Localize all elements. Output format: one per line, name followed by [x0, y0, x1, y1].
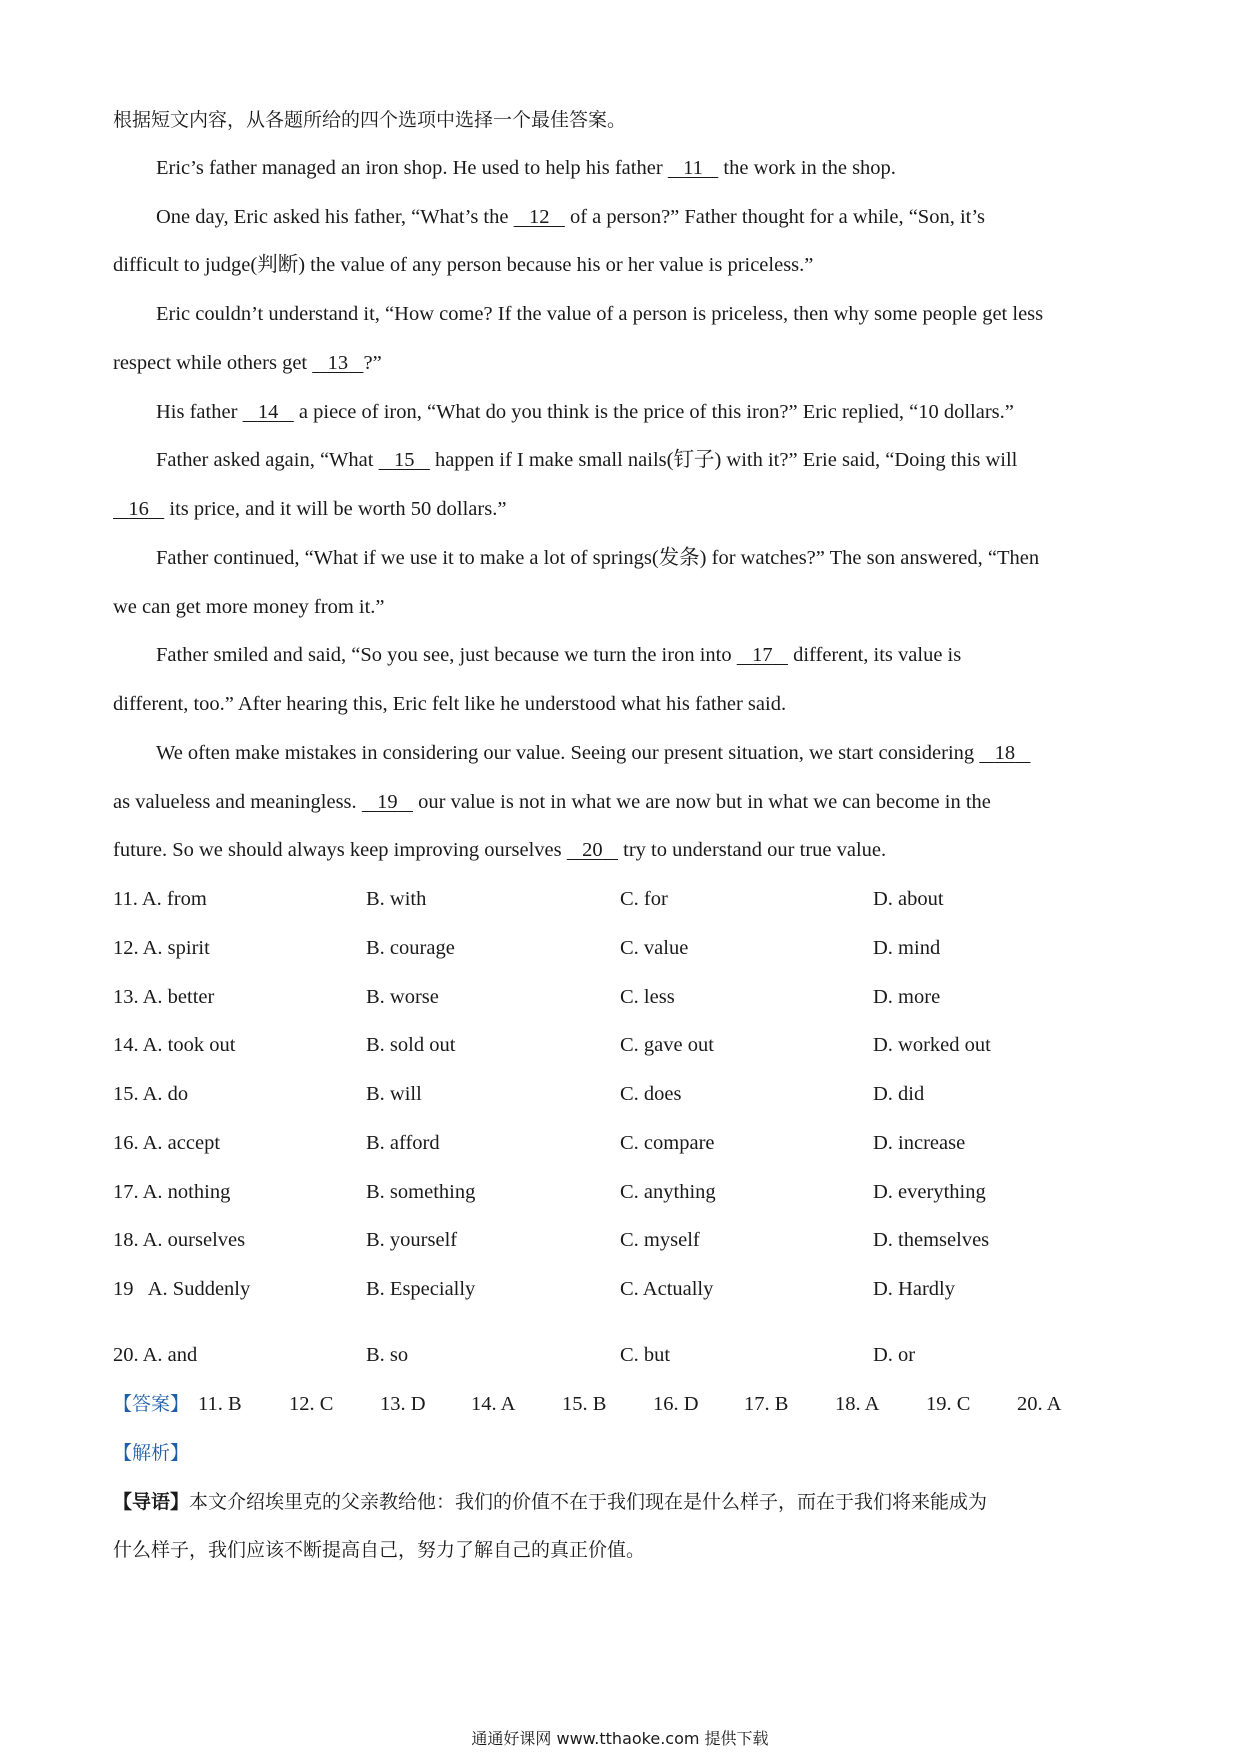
passage-text: the work in the shop.: [718, 157, 896, 179]
option-row: [113, 1274, 1133, 1304]
option-c: C. Actually: [620, 1278, 714, 1300]
passage-text: Father smiled and said, “So you see, just because we turn the iron into: [156, 644, 737, 666]
analysis-tag: 【解析】: [113, 1442, 190, 1464]
option-c: C. myself: [620, 1229, 700, 1251]
option-c: C. anything: [620, 1181, 716, 1203]
option-d: D. increase: [873, 1132, 966, 1154]
passage-text: We often make mistakes in considering our value. Seeing our present situation, we start considering: [156, 742, 980, 764]
option-a: 11. A. from: [113, 888, 207, 910]
answer-item: 12. C: [289, 1393, 334, 1415]
passage-line: [156, 153, 1176, 183]
passage-line: different, too.” After hearing this, Eric felt like he understood what his father said.: [113, 693, 787, 715]
option-b: B. Especially: [366, 1278, 476, 1300]
blank-16: 16: [128, 498, 149, 520]
passage-text: One day, Eric asked his father, “What’s the: [156, 206, 514, 228]
passage-line: [113, 835, 1133, 865]
option-d: D. did: [873, 1083, 925, 1105]
option-c: C. does: [620, 1083, 682, 1105]
passage-text: happen if I make small nails(钉子) with it?” Erie said, “Doing this will: [429, 449, 1018, 471]
option-c: C. value: [620, 937, 689, 959]
passage-line: [156, 397, 1176, 427]
passage-text: respect while others get: [113, 352, 313, 374]
option-c: C. for: [620, 888, 668, 910]
passage-text: ?”: [363, 352, 382, 374]
option-row: [113, 1225, 1133, 1255]
option-d: D. about: [873, 888, 944, 910]
blank-18: 18: [994, 742, 1016, 764]
passage-line: [113, 494, 1133, 524]
instruction-text: 根据短文内容，从各题所给的四个选项中选择一个最佳答案。: [113, 109, 627, 131]
passage-line: Father continued, “What if we use it to make a lot of springs(发条) for watches?” The son answered, “Then: [156, 547, 1040, 569]
passage-text: Eric’s father managed an iron shop. He used to help his father: [156, 157, 668, 179]
answer-item: 14. A: [471, 1393, 516, 1415]
page-footer: 通通好课网 www.tthaoke.com 提供下载: [471, 1729, 769, 1748]
passage-text: as valueless and meaningless.: [113, 791, 362, 813]
option-row: [113, 884, 1133, 914]
option-a: 19 A. Suddenly: [113, 1278, 251, 1300]
guide-line: [113, 1487, 1133, 1517]
option-c: C. but: [620, 1344, 671, 1366]
option-c: C. less: [620, 986, 675, 1008]
option-row: [113, 1340, 1133, 1370]
passage-line: [113, 348, 1133, 378]
answer-item: 20. A: [1017, 1393, 1062, 1415]
blank-14: 14: [257, 401, 279, 423]
option-d: D. Hardly: [873, 1278, 955, 1300]
passage-line: [156, 202, 1176, 232]
passage-line: [156, 445, 1176, 475]
blank-19: 19: [377, 791, 398, 813]
option-b: B. with: [366, 888, 427, 910]
option-d: D. worked out: [873, 1034, 991, 1056]
guide-text: 本文介绍埃里克的父亲教给他：我们的价值不在于我们现在是什么样子，而在于我们将来能成为: [189, 1491, 988, 1513]
option-d: D. everything: [873, 1181, 986, 1203]
option-a: 14. A. took out: [113, 1034, 236, 1056]
option-b: B. yourself: [366, 1229, 458, 1251]
option-a: 13. A. better: [113, 986, 215, 1008]
answer-item: 17. B: [744, 1393, 789, 1415]
passage-line: difficult to judge(判断) the value of any person because his or her value is priceless.”: [113, 254, 814, 276]
passage-line: we can get more money from it.”: [113, 596, 385, 618]
option-row: [113, 1128, 1133, 1158]
answer-item: 15. B: [562, 1393, 607, 1415]
option-d: D. more: [873, 986, 941, 1008]
passage-text: try to understand our true value.: [618, 839, 887, 861]
answer-item: 18. A: [835, 1393, 880, 1415]
blank-11: 11: [683, 157, 703, 179]
option-d: D. or: [873, 1344, 916, 1366]
option-row: [113, 1079, 1133, 1109]
answer-row: [113, 1389, 1133, 1419]
option-b: B. worse: [366, 986, 439, 1008]
option-c: C. compare: [620, 1132, 715, 1154]
option-a: 12. A. spirit: [113, 937, 210, 959]
passage-text: of a person?” Father thought for a while, “Son, it’s: [564, 206, 986, 228]
option-a: 15. A. do: [113, 1083, 189, 1105]
passage-text: its price, and it will be worth 50 dollars.”: [164, 498, 507, 520]
guide-line: 什么样子，我们应该不断提高自己，努力了解自己的真正价值。: [113, 1539, 646, 1561]
blank-15: 15: [393, 449, 415, 471]
blank-12: 12: [528, 206, 550, 228]
option-b: B. sold out: [366, 1034, 456, 1056]
option-row: [113, 1177, 1133, 1207]
option-a: 17. A. nothing: [113, 1181, 231, 1203]
option-a: 16. A. accept: [113, 1132, 221, 1154]
option-b: B. afford: [366, 1132, 440, 1154]
option-b: B. courage: [366, 937, 455, 959]
option-row: [113, 933, 1133, 963]
option-b: B. will: [366, 1083, 422, 1105]
passage-text: our value is not in what we are now but in what we can become in the: [413, 791, 991, 813]
passage-line: Eric couldn’t understand it, “How come? If the value of a person is priceless, then why some people get less: [156, 303, 1044, 325]
option-d: D. themselves: [873, 1229, 990, 1251]
option-c: C. gave out: [620, 1034, 714, 1056]
option-row: [113, 982, 1133, 1012]
passage-line: [113, 787, 1133, 817]
passage-line: [156, 640, 1176, 670]
passage-text: His father: [156, 401, 243, 423]
answer-item: 11. B: [198, 1393, 242, 1415]
guide-tag: 【导语】: [113, 1491, 190, 1513]
option-d: D. mind: [873, 937, 941, 959]
option-b: B. so: [366, 1344, 409, 1366]
option-a: 20. A. and: [113, 1344, 198, 1366]
option-a: 18. A. ourselves: [113, 1229, 246, 1251]
blank-20: 20: [582, 839, 603, 861]
answer-tag: 【答案】: [113, 1393, 190, 1415]
answer-item: 16. D: [653, 1393, 699, 1415]
blank-17: 17: [752, 644, 773, 666]
answer-item: 13. D: [380, 1393, 426, 1415]
blank-13: 13: [327, 352, 349, 374]
option-b: B. something: [366, 1181, 476, 1203]
passage-text: future. So we should always keep improving ourselves: [113, 839, 567, 861]
passage-text: different, its value is: [787, 644, 962, 666]
passage-line: [156, 738, 1176, 768]
passage-text: a piece of iron, “What do you think is the price of this iron?” Eric replied, “10 dollars.”: [293, 401, 1014, 423]
option-row: [113, 1030, 1133, 1060]
passage-text: Father asked again, “What: [156, 449, 379, 471]
answer-item: 19. C: [926, 1393, 971, 1415]
